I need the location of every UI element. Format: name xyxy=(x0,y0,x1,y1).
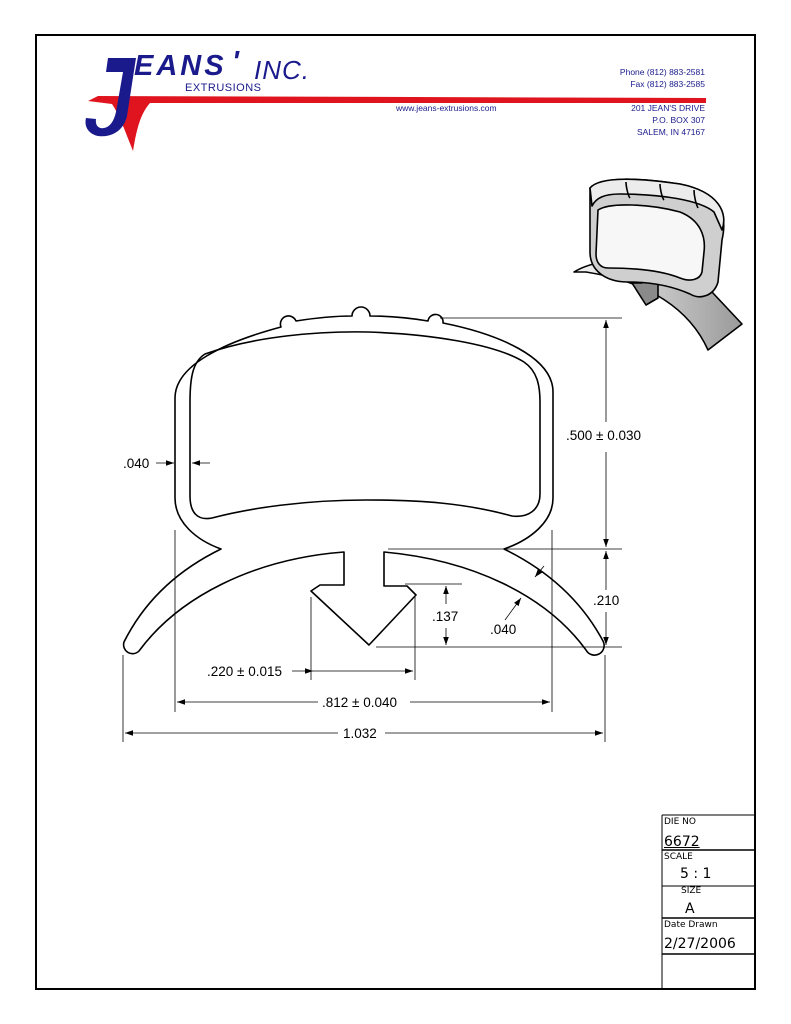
company-address-line2: P.O. BOX 307 xyxy=(652,115,705,125)
sheet-border xyxy=(36,35,755,989)
dim-wall-label: .040 xyxy=(123,456,150,471)
company-fax: Fax (812) 883-2585 xyxy=(630,79,705,89)
logo-division: EXTRUSIONS xyxy=(185,82,262,94)
title-date-label: Date Drawn xyxy=(664,920,718,930)
dim-barb-height-label: .137 xyxy=(432,609,459,624)
dim-height-label xyxy=(565,428,642,443)
dim-inner-width-label xyxy=(321,695,398,710)
company-address-line3: SALEM, IN 47167 xyxy=(636,127,705,137)
title-size-value: A xyxy=(685,901,695,917)
profile-outer-contour xyxy=(124,307,605,655)
dim-height-value: .500 xyxy=(566,428,593,443)
dim-barb-width-label xyxy=(206,664,283,679)
isometric-view xyxy=(574,179,742,350)
dim-barb-width-tolerance: ± 0.015 xyxy=(237,664,282,679)
dim-barb-width-value: .220 xyxy=(207,664,234,679)
title-scale-value: 5 : 1 xyxy=(680,866,712,882)
dim-skirt-height-label: .210 xyxy=(593,593,620,608)
title-scale-label: SCALE xyxy=(664,852,693,862)
title-size-label: SIZE xyxy=(681,886,702,896)
logo-wordmark: EANS xyxy=(134,50,227,82)
company-website: www.jeans-extrusions.com xyxy=(396,103,497,113)
dim-inner-width-value: .812 xyxy=(322,695,349,710)
dim-overall-width-label: 1.032 xyxy=(343,726,377,741)
title-die-no-label: DIE NO xyxy=(664,817,696,827)
company-address-line1: 201 JEAN'S DRIVE xyxy=(631,103,705,113)
title-date-value: 2/27/2006 xyxy=(664,936,736,952)
dim-skirt-wall-label: .040 xyxy=(490,622,517,637)
logo-inc: INC. xyxy=(254,55,310,85)
logo-apostrophe: ' xyxy=(232,46,242,78)
dim-height-tolerance: ± 0.030 xyxy=(596,428,641,443)
title-die-no-value: 6672 xyxy=(664,834,700,850)
dimension-lines xyxy=(123,318,622,742)
seal-profile xyxy=(124,307,605,655)
company-phone: Phone (812) 883-2581 xyxy=(619,67,705,77)
iso-cavity xyxy=(596,205,704,280)
profile-inner-cavity xyxy=(190,332,540,519)
dim-inner-width-tolerance: ± 0.040 xyxy=(352,695,397,710)
